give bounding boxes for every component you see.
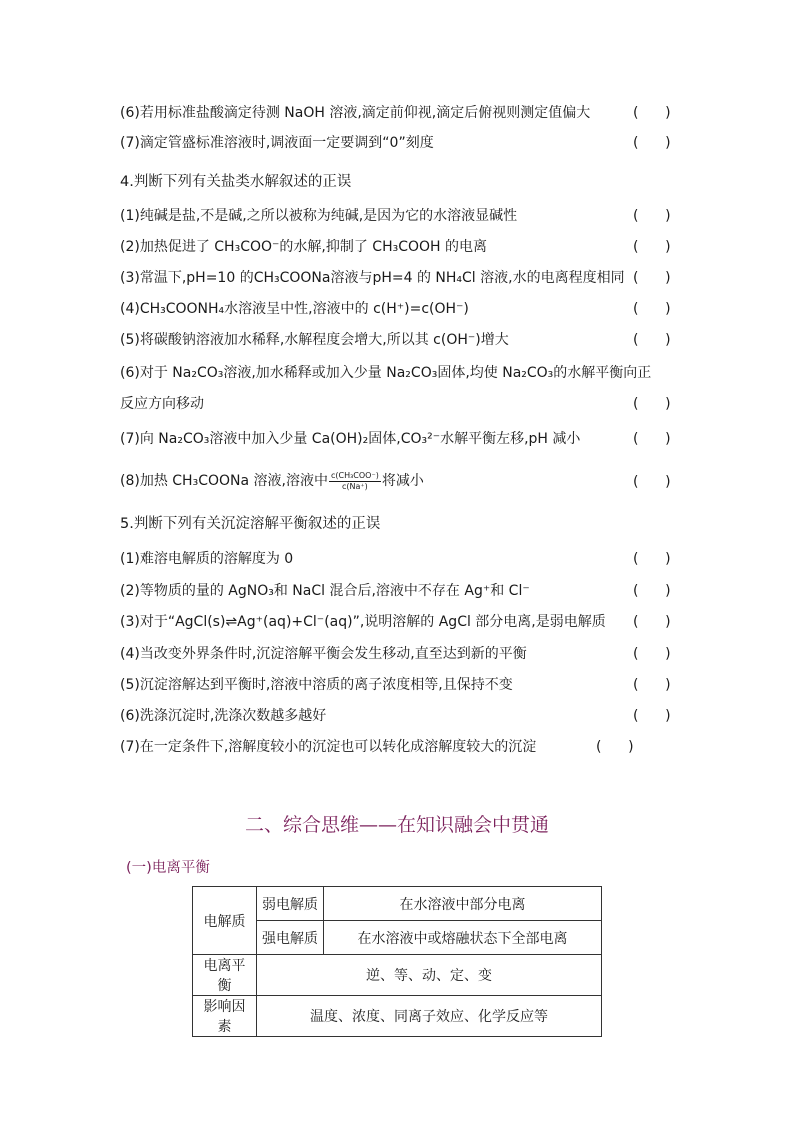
section-heading: 4.判断下列有关盐类水解叙述的正误 [120, 174, 352, 190]
table-cell: 逆、等、动、定、变 [257, 955, 602, 996]
table-cell: 温度、浓度、同离子效应、化学反应等 [257, 996, 602, 1037]
question-item [120, 466, 424, 496]
table-cell: 弱电解质 [257, 887, 324, 921]
summary-table [192, 886, 602, 1037]
question-item: (2)等物质的量的 AgNO₃和 NaCl 混合后,溶液中不存在 Ag⁺和 Cl⁻ [120, 583, 530, 599]
question-item: (7)向 Na₂CO₃溶液中加入少量 Ca(OH)₂固体,CO₃²⁻水解平衡左移,pH 减小 [120, 431, 581, 447]
answer-blank: ( ) [633, 239, 671, 255]
table-cell: 影响因素 [193, 996, 257, 1037]
table-cell: 在水溶液中或熔融状态下全部电离 [324, 921, 602, 955]
fraction [329, 471, 381, 492]
table-cell: 电解质 [193, 887, 257, 955]
question-item: (6)对于 Na₂CO₃溶液,加水稀释或加入少量 Na₂CO₃固体,均使 Na₂CO₃的水解平衡向正 [120, 365, 652, 381]
item-text: (8)加热 CH₃COONa 溶液,溶液中 [120, 473, 328, 489]
answer-blank: ( ) [633, 332, 671, 348]
answer-blank: ( ) [633, 583, 671, 599]
item-text: 将减小 [381, 473, 424, 489]
table-cell: 电离平衡 [193, 955, 257, 996]
question-item: (3)对于“AgCl(s)⇌Ag⁺(aq)+Cl⁻(aq)”,说明溶解的 AgCl 部分电离,是弱电解质 [120, 614, 606, 630]
question-item: (1)纯碱是盐,不是碱,之所以被称为纯碱,是因为它的水溶液显碱性 [120, 208, 518, 224]
question-item: (6)若用标准盐酸滴定待测 NaOH 溶液,滴定前仰视,滴定后俯视则测定值偏大 [120, 105, 591, 121]
question-item-continuation: 反应方向移动 [120, 396, 204, 412]
answer-blank: ( ) [633, 301, 671, 317]
question-item: (4)当改变外界条件时,沉淀溶解平衡会发生移动,直至达到新的平衡 [120, 646, 527, 662]
question-item: (7)滴定管盛标准溶液时,调液面一定要调到“0”刻度 [120, 135, 434, 151]
answer-blank: ( ) [596, 739, 634, 755]
answer-blank: ( ) [633, 431, 671, 447]
section-title: 二、综合思维——在知识融会中贯通 [244, 814, 549, 836]
table-row [193, 955, 602, 996]
answer-blank: ( ) [633, 614, 671, 630]
question-item: (5)沉淀溶解达到平衡时,溶液中溶质的离子浓度相等,且保持不变 [120, 677, 513, 693]
fraction-numerator: c(CH₃COO⁻) [330, 470, 379, 480]
fraction-denominator: c(Na⁺) [342, 481, 368, 491]
answer-blank: ( ) [633, 208, 671, 224]
table-row [193, 887, 602, 921]
table-row [193, 996, 602, 1037]
answer-blank: ( ) [633, 551, 671, 567]
question-item: (1)难溶电解质的溶解度为 0 [120, 551, 294, 567]
answer-blank: ( ) [633, 135, 671, 151]
answer-blank: ( ) [633, 396, 671, 412]
question-item: (5)将碳酸钠溶液加水稀释,水解程度会增大,所以其 c(OH⁻)增大 [120, 332, 509, 348]
question-item: (2)加热促进了 CH₃COO⁻的水解,抑制了 CH₃COOH 的电离 [120, 239, 488, 255]
sub-title: (一)电离平衡 [126, 860, 210, 876]
answer-blank: ( ) [633, 105, 671, 121]
answer-blank: ( ) [633, 677, 671, 693]
answer-blank: ( ) [633, 646, 671, 662]
question-item: (6)洗涤沉淀时,洗涤次数越多越好 [120, 708, 327, 724]
table-cell: 强电解质 [257, 921, 324, 955]
answer-blank: ( ) [633, 708, 671, 724]
question-item: (7)在一定条件下,溶解度较小的沉淀也可以转化成溶解度较大的沉淀 [120, 739, 537, 755]
table-cell: 在水溶液中部分电离 [324, 887, 602, 921]
answer-blank: ( ) [633, 474, 671, 490]
question-item: (3)常温下,pH=10 的CH₃COONa溶液与pH=4 的 NH₄Cl 溶液,水的电离程度相同 [120, 270, 625, 286]
section-heading: 5.判断下列有关沉淀溶解平衡叙述的正误 [120, 516, 381, 532]
answer-blank: ( ) [633, 270, 671, 286]
question-item: (4)CH₃COONH₄水溶液呈中性,溶液中的 c(H⁺)=c(OH⁻) [120, 301, 469, 317]
